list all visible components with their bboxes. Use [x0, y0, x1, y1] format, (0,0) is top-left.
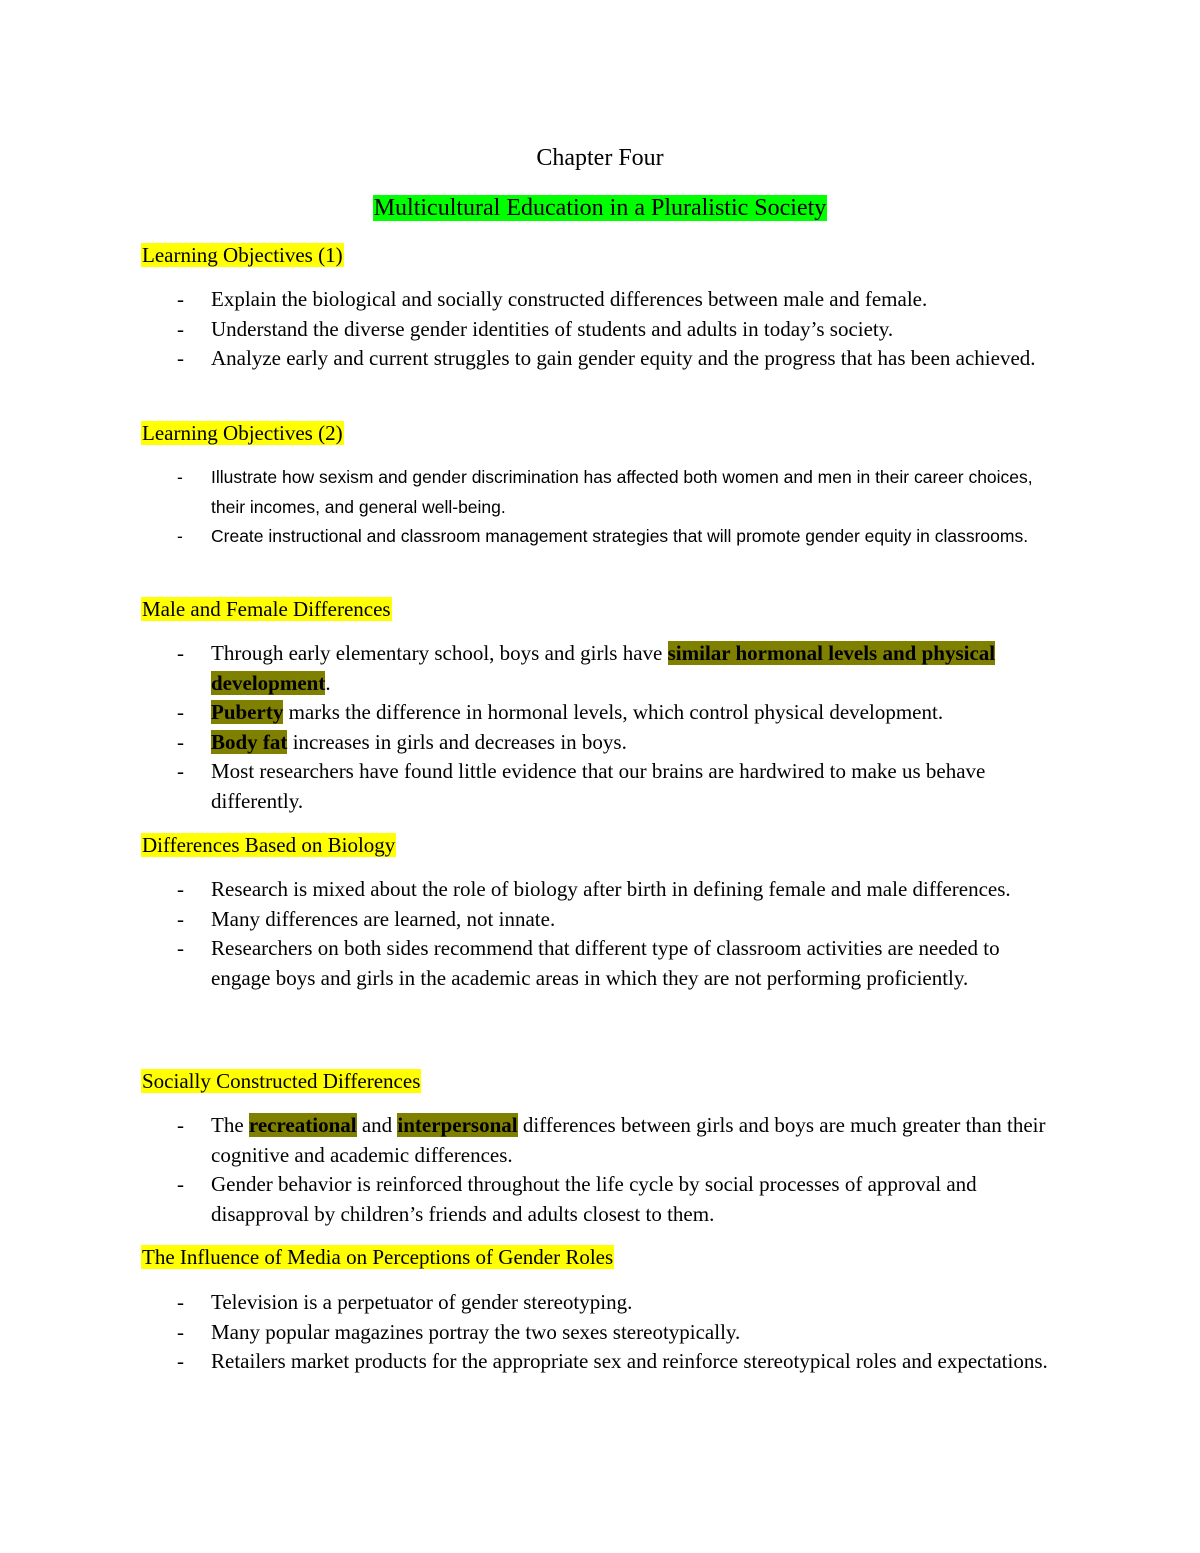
section-heading-text: Socially Constructed Differences: [142, 1069, 421, 1093]
highlighted-term: interpersonal: [397, 1113, 518, 1137]
document-title: [0, 193, 1200, 223]
highlighted-term: Puberty: [211, 700, 284, 724]
highlighted-term: Body fat: [211, 729, 288, 754]
list-item: - Retailers market products for the appropriate sex and reinforce stereotypical roles and expectations.: [141, 1347, 1061, 1377]
list-item: - Analyze early and current struggles to gain gender equity and the progress that has been achieved.: [141, 344, 1061, 374]
list-item: - Many popular magazines portray the two sexes stereotypically.: [141, 1318, 1061, 1348]
list-item: - Gender behavior is reinforced throughout the life cycle by social processes of approval and disapproval by children’s friends and adults closest to them.: [141, 1170, 1061, 1229]
highlighted-term: similar hormonal levels and physical development: [211, 641, 996, 695]
list-item: [141, 639, 1061, 698]
list-item-text: The: [211, 1113, 249, 1137]
section-list-learning-objectives-2: [141, 463, 1061, 552]
section-list-differences-biology: [141, 875, 1061, 993]
document-title-text: Multicultural Education in a Pluralistic Society: [373, 195, 827, 221]
list-item: - Illustrate how sexism and gender discrimination has affected both women and men in their career choices, their incomes, and general well-being.: [141, 463, 1061, 522]
section-list-learning-objectives-1: [141, 285, 1061, 374]
list-item-text: differences between girls and boys are much greater than their cognitive and academic differences.: [211, 1113, 1046, 1167]
list-item-text: .: [325, 670, 331, 695]
list-item: - Many differences are learned, not innate.: [141, 905, 1061, 935]
chapter-title: [0, 143, 1200, 173]
section-heading-text: The Influence of Media on Perceptions of Gender Roles: [142, 1245, 614, 1269]
list-item: [141, 698, 1061, 728]
section-heading-differences-biology: [141, 831, 396, 859]
chapter-title-text: Chapter Four: [536, 145, 664, 171]
section-heading-text: Learning Objectives (2): [142, 421, 343, 445]
section-list-male-female-differences: [141, 639, 1061, 816]
section-heading-learning-objectives-2: [141, 419, 344, 447]
highlighted-term: recreational: [248, 1113, 357, 1137]
list-item-text: marks the difference in hormonal levels, which control physical development.: [283, 700, 944, 724]
list-item: - Explain the biological and socially constructed differences between male and female.: [141, 285, 1061, 315]
list-item-text: and: [356, 1113, 398, 1137]
list-item: - Most researchers have found little evidence that our brains are hardwired to make us behave differently.: [141, 757, 1061, 816]
list-item: - Television is a perpetuator of gender stereotyping.: [141, 1288, 1061, 1318]
section-heading-media-influence: [141, 1243, 614, 1271]
list-item-text: Through early elementary school, boys and girls have: [211, 641, 668, 665]
section-list-media-influence: [141, 1288, 1061, 1377]
section-heading-text: Male and Female Differences: [142, 597, 391, 621]
section-list-socially-constructed: [141, 1111, 1061, 1229]
list-item: [141, 728, 1061, 758]
list-item: - Research is mixed about the role of biology after birth in defining female and male differences.: [141, 875, 1061, 905]
section-heading-learning-objectives-1: [141, 241, 344, 269]
section-heading-text: Learning Objectives (1): [142, 243, 343, 267]
list-item: - Create instructional and classroom management strategies that will promote gender equity in classrooms.: [141, 522, 1061, 552]
section-heading-socially-constructed: [141, 1067, 421, 1095]
section-heading-text: Differences Based on Biology: [142, 833, 396, 857]
list-item-text: increases in girls and decreases in boys.: [287, 729, 627, 754]
list-item: [141, 1111, 1061, 1170]
section-heading-male-female-differences: [141, 595, 392, 623]
list-item: - Understand the diverse gender identities of students and adults in today’s society.: [141, 315, 1061, 345]
list-item: - Researchers on both sides recommend that different type of classroom activities are needed to engage boys and girls in the academic areas in which they are not performing proficiently.: [141, 934, 1061, 993]
